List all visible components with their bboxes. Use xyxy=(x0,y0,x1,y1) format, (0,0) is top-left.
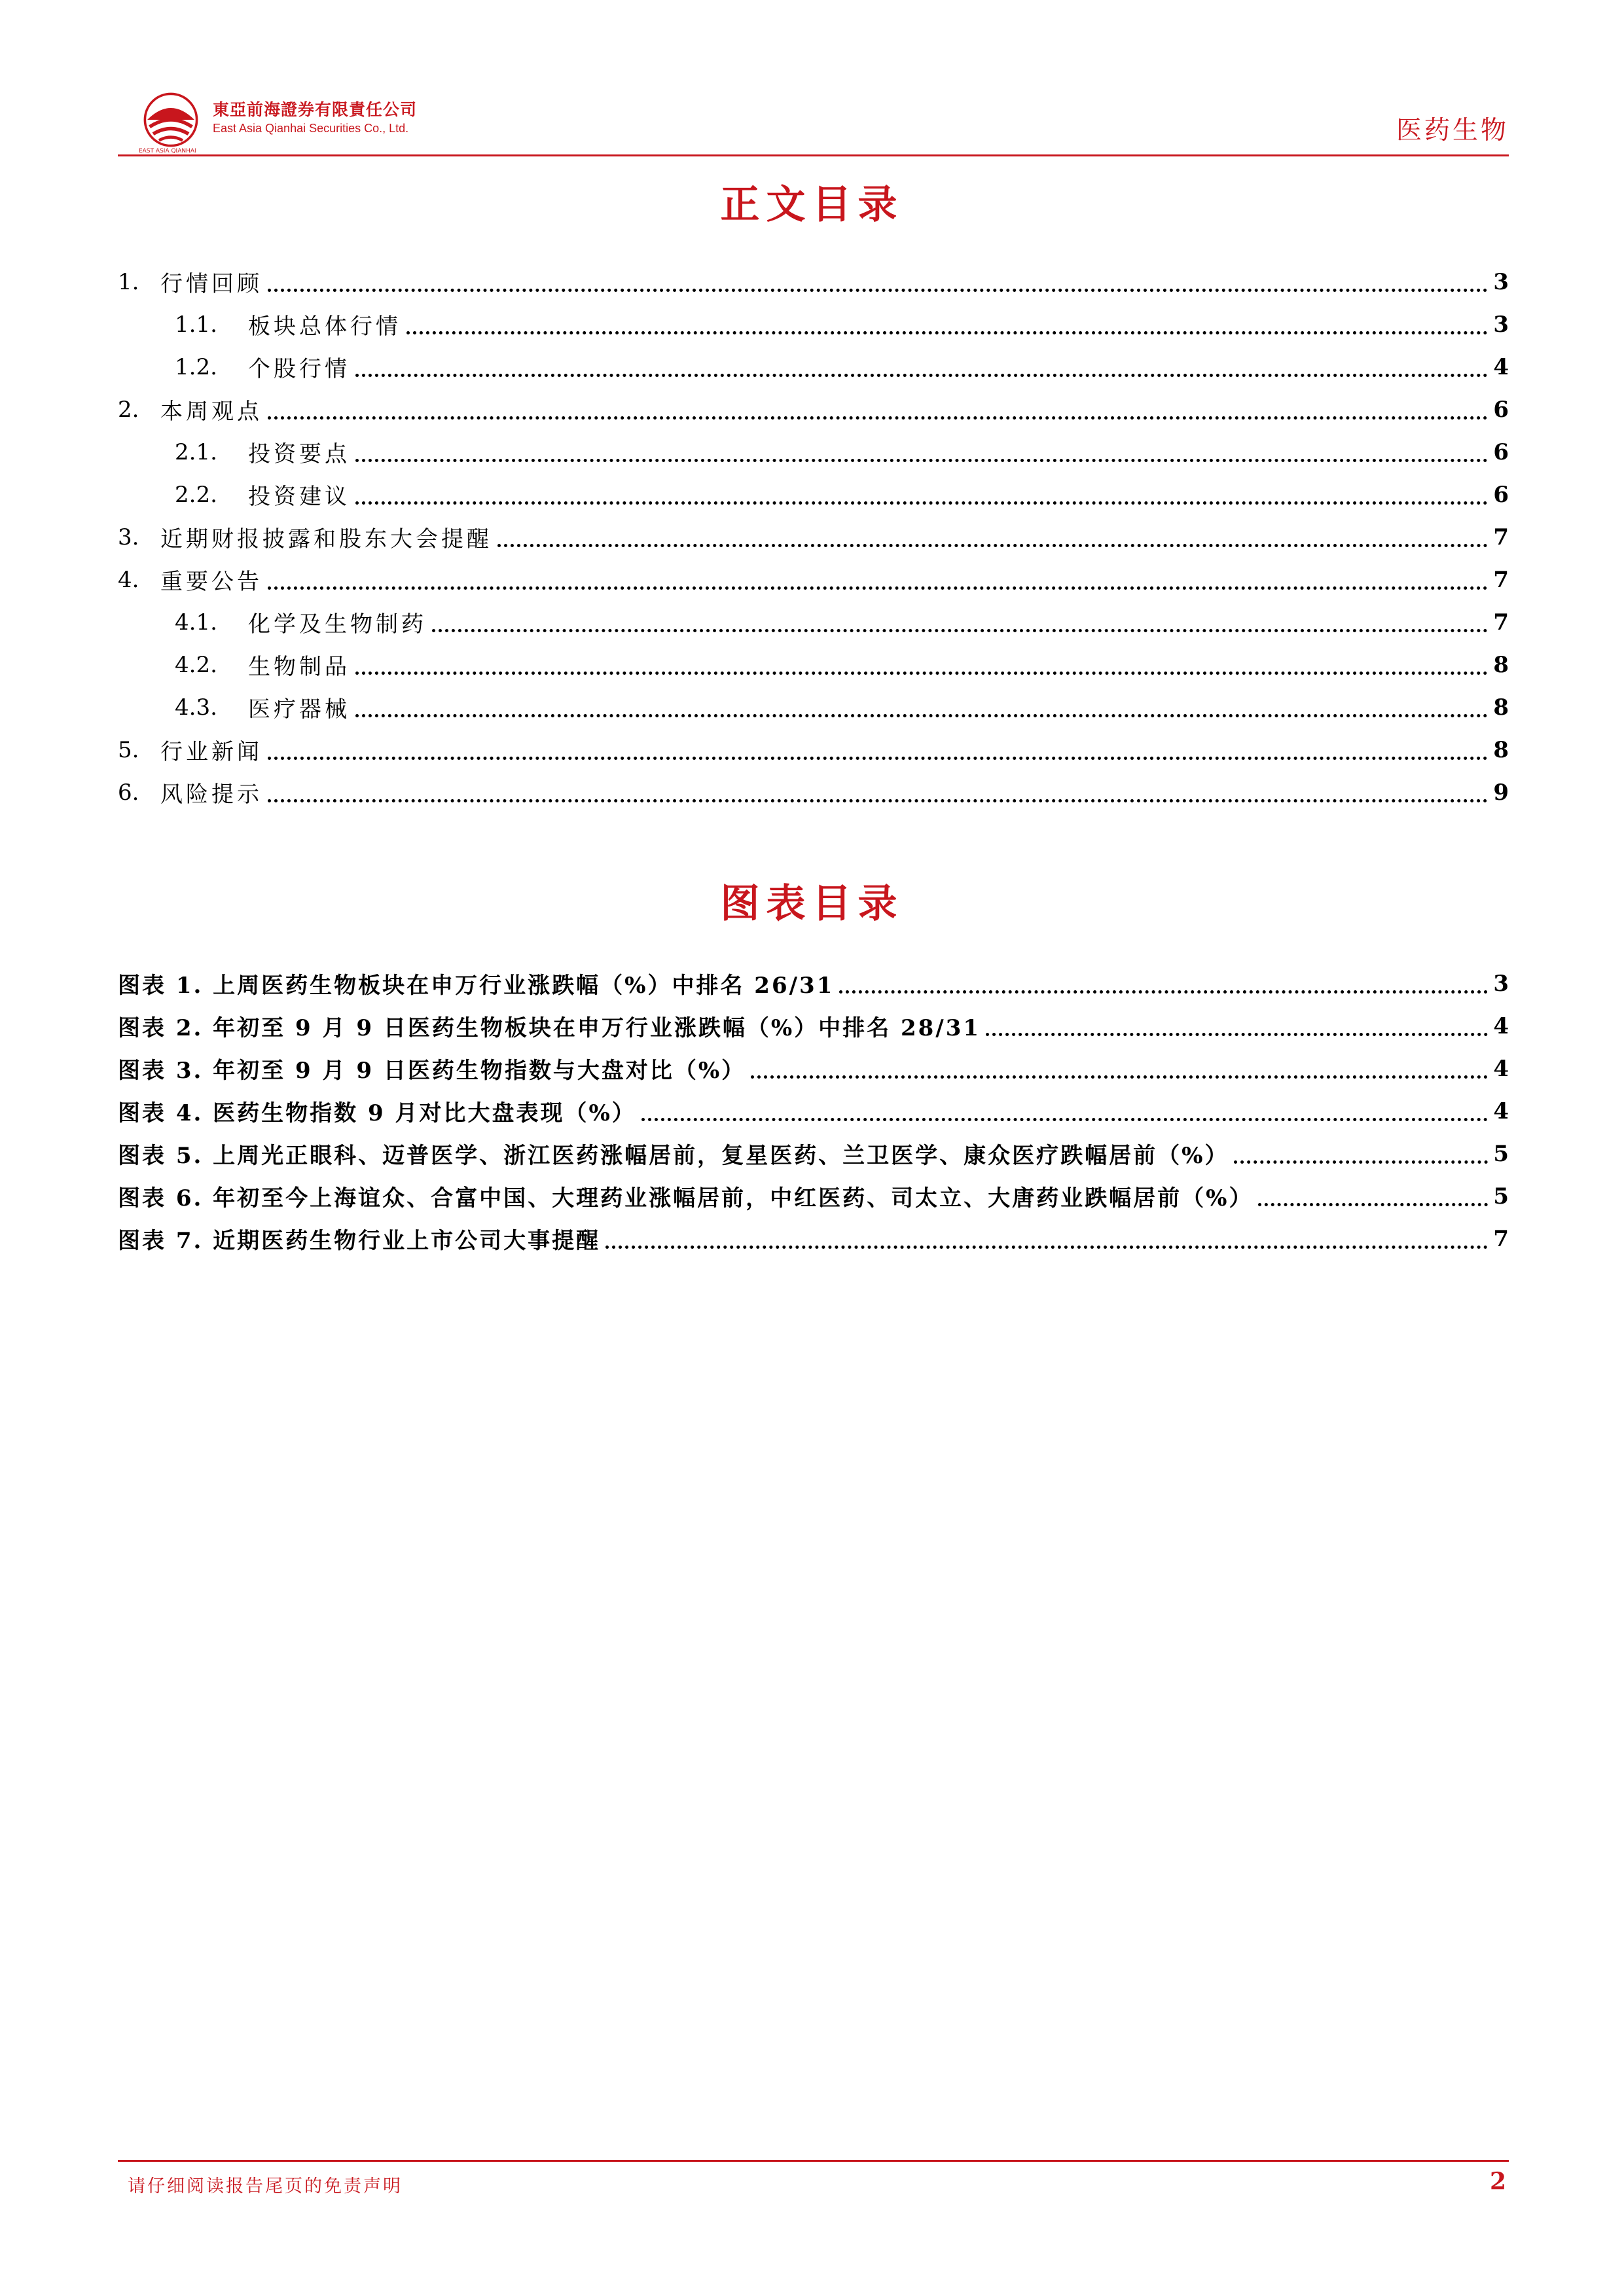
toc-entry-number: 4.1. xyxy=(175,609,217,636)
logo-subtext: EAST ASIA QIANHAI xyxy=(139,148,196,154)
toc-entry-number: 5. xyxy=(118,736,139,763)
toc-entry-page: 4 xyxy=(1493,353,1509,380)
toc-entry-number: 4.3. xyxy=(175,694,217,721)
toc-leader-dots xyxy=(355,649,1488,675)
figure-entry-page: 5 xyxy=(1493,1140,1509,1167)
toc-entry[interactable] xyxy=(118,346,1509,388)
toc-leader-dots xyxy=(268,394,1488,420)
toc-entry[interactable] xyxy=(118,601,1509,643)
toc-entry-page: 3 xyxy=(1493,268,1509,295)
company-name-en: East Asia Qianhai Securities Co., Ltd. xyxy=(213,122,409,135)
figure-entry-page: 5 xyxy=(1493,1183,1509,1210)
toc-entry[interactable] xyxy=(118,771,1509,814)
footer-divider xyxy=(118,2160,1509,2162)
toc-entry-number: 1.2. xyxy=(175,353,217,380)
company-logo-icon xyxy=(141,90,200,149)
toc-entry[interactable] xyxy=(118,260,1509,303)
toc-leader-dots xyxy=(355,437,1488,462)
toc-entry[interactable] xyxy=(118,686,1509,728)
figure-entry[interactable] xyxy=(118,962,1509,1005)
toc-entry-page: 9 xyxy=(1493,779,1509,806)
figure-entry-label: 图表 7. 近期医药生物行业上市公司大事提醒 xyxy=(118,1228,601,1254)
figure-entry-label: 图表 3. 年初至 9 月 9 日医药生物指数与大盘对比（%） xyxy=(118,1058,746,1084)
toc-leader-dots xyxy=(432,607,1488,632)
figure-entry[interactable] xyxy=(118,1132,1509,1175)
toc-entry[interactable] xyxy=(118,516,1509,558)
figure-entry-label: 图表 1. 上周医药生物板块在申万行业涨跌幅（%）中排名 26/31 xyxy=(118,973,835,999)
figure-entry-page: 4 xyxy=(1493,1098,1509,1124)
toc-entry[interactable] xyxy=(118,473,1509,516)
toc-entry-label: 板块总体行情 xyxy=(248,314,401,340)
toc-leader-dots xyxy=(268,777,1488,802)
toc-entry-number: 4.2. xyxy=(175,651,217,678)
figure-leader-dots xyxy=(839,968,1488,994)
toc-leader-dots xyxy=(355,351,1488,377)
toc-entry-page: 6 xyxy=(1493,396,1509,423)
figure-leader-dots xyxy=(1258,1181,1488,1206)
toc-entry-number: 1. xyxy=(118,268,139,295)
toc-leader-dots xyxy=(355,692,1488,717)
toc-entry-number: 2.1. xyxy=(175,439,217,465)
figure-entry-label: 图表 6. 年初至今上海谊众、合富中国、大理药业涨幅居前，中红医药、司太立、大唐药业跌幅居前（%） xyxy=(118,1185,1254,1211)
toc-entry-page: 7 xyxy=(1493,566,1509,593)
toc-entry-page: 8 xyxy=(1493,694,1509,721)
toc-entry-label: 投资建议 xyxy=(248,484,350,510)
toc-leader-dots xyxy=(268,266,1488,292)
figure-entry[interactable] xyxy=(118,1005,1509,1047)
toc-leader-dots xyxy=(497,522,1488,547)
toc-entry-label: 重要公告 xyxy=(160,569,262,595)
toc-entry-number: 4. xyxy=(118,566,139,593)
main-toc-title: 正文目录 xyxy=(720,182,904,228)
toc-entry-number: 1.1. xyxy=(175,311,217,338)
header-divider xyxy=(118,154,1509,156)
page-header xyxy=(118,85,1509,154)
figure-toc-title: 图表目录 xyxy=(720,881,904,927)
toc-entry-label: 近期财报披露和股东大会提醒 xyxy=(160,526,492,552)
figure-leader-dots xyxy=(1234,1138,1488,1164)
toc-entry-page: 7 xyxy=(1493,524,1509,550)
toc-entry-page: 6 xyxy=(1493,481,1509,508)
toc-entry-page: 8 xyxy=(1493,736,1509,763)
toc-entry-label: 投资要点 xyxy=(248,441,350,467)
toc-entry-number: 2.2. xyxy=(175,481,217,508)
figure-entry-label: 图表 4. 医药生物指数 9 月对比大盘表现（%） xyxy=(118,1100,636,1126)
toc-entry-label: 风险提示 xyxy=(160,781,262,808)
toc-entry-page: 7 xyxy=(1493,609,1509,636)
figure-leader-dots xyxy=(751,1053,1488,1079)
figure-leader-dots xyxy=(641,1096,1489,1121)
toc-entry[interactable] xyxy=(118,303,1509,346)
toc-entry-page: 6 xyxy=(1493,439,1509,465)
page-number: 2 xyxy=(1489,2168,1506,2195)
toc-entry-number: 6. xyxy=(118,779,139,806)
toc-leader-dots xyxy=(268,734,1488,760)
figure-toc xyxy=(118,962,1509,1260)
toc-entry[interactable] xyxy=(118,431,1509,473)
figure-entry-page: 7 xyxy=(1493,1225,1509,1252)
figure-entry-label: 图表 5. 上周光正眼科、迈普医学、浙江医药涨幅居前，复星医药、兰卫医学、康众医疗跌幅居前（%） xyxy=(118,1143,1229,1169)
toc-entry[interactable] xyxy=(118,728,1509,771)
toc-entry-label: 行业新闻 xyxy=(160,739,262,765)
figure-entry[interactable] xyxy=(118,1047,1509,1090)
toc-entry[interactable] xyxy=(118,558,1509,601)
figure-entry-page: 3 xyxy=(1493,970,1509,997)
disclaimer-note: 请仔细阅读报告尾页的免责声明 xyxy=(128,2176,403,2197)
toc-leader-dots xyxy=(406,309,1488,334)
toc-entry-page: 8 xyxy=(1493,651,1509,678)
figure-entry-page: 4 xyxy=(1493,1055,1509,1082)
main-toc xyxy=(118,260,1509,814)
figure-entry[interactable] xyxy=(118,1175,1509,1217)
figure-entry-label: 图表 2. 年初至 9 月 9 日医药生物板块在申万行业涨跌幅（%）中排名 28/31 xyxy=(118,1015,981,1041)
toc-entry-label: 行情回顾 xyxy=(160,271,262,297)
toc-entry-page: 3 xyxy=(1493,311,1509,338)
section-tag: 医药生物 xyxy=(1396,116,1509,145)
figure-leader-dots xyxy=(986,1011,1488,1036)
toc-entry-label: 本周观点 xyxy=(160,399,262,425)
toc-leader-dots xyxy=(268,564,1488,590)
figure-entry[interactable] xyxy=(118,1217,1509,1260)
figure-entry[interactable] xyxy=(118,1090,1509,1132)
toc-entry-number: 3. xyxy=(118,524,139,550)
toc-entry-label: 医疗器械 xyxy=(248,696,350,723)
figure-entry-page: 4 xyxy=(1493,1013,1509,1039)
toc-entry-number: 2. xyxy=(118,396,139,423)
toc-entry-label: 生物制品 xyxy=(248,654,350,680)
toc-entry-label: 化学及生物制药 xyxy=(248,611,427,637)
toc-leader-dots xyxy=(355,479,1488,505)
company-name-cn: 東亞前海證券有限責任公司 xyxy=(213,100,418,119)
toc-entry[interactable] xyxy=(118,643,1509,686)
toc-entry[interactable] xyxy=(118,388,1509,431)
toc-entry-label: 个股行情 xyxy=(248,356,350,382)
figure-leader-dots xyxy=(605,1223,1488,1249)
